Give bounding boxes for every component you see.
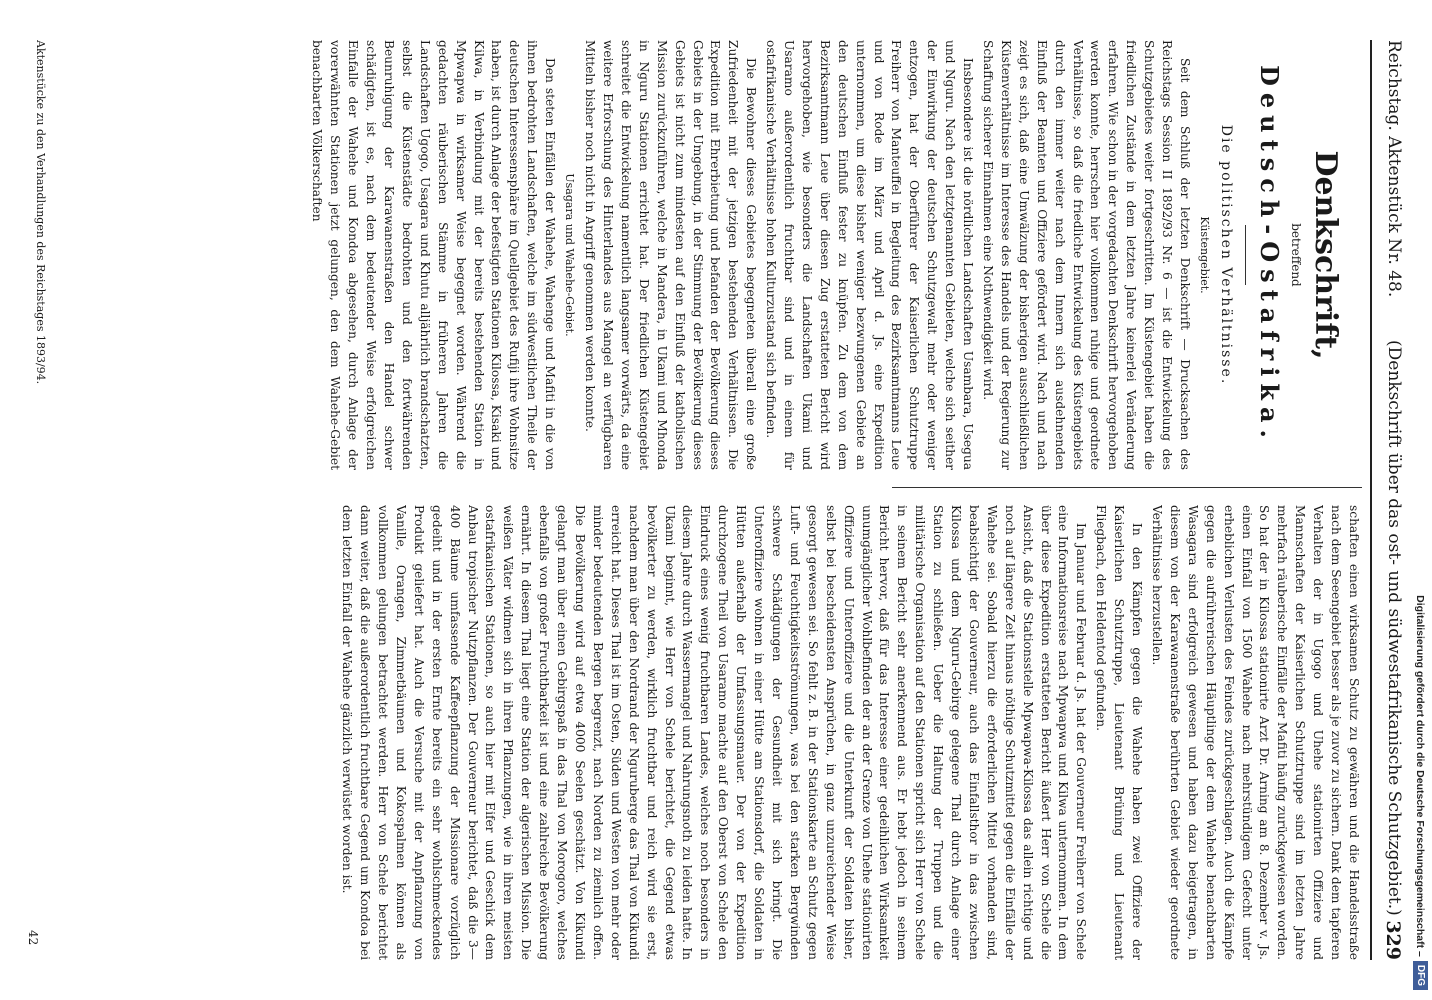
paragraph: Seit dem Schluß der letzten Denkschrift — Drucksachen des Reichstags Session II 1892/93 Nr. 6 — ist die Entwickelung des Schutzgebietes weiter fortgeschritten. Im Küstengebiet haben die friedlichen Zustände in dem letzten Jahre keinerlei Veränderung erfahren. Wie schon in der vorgedachten Denkschrift hervorgehoben werden konnte, herrschen hier vollkommen ruhige und geordnete Verhältnisse, so daß die friedliche Entwickelung des Küstengebiets durch den immer weiter nach dem Innern sich ausdehnenden Einfluß der Beamten und Offiziere gefördert wird. Nach und nach zeigt es sich, daß eine Umwälzung der bisherigen ausschließlichen Küstenverhältnisse im Interesse des Handels und der Regierung zur Schaffung sicherer Einnahmen eine Nothwendigkeit wird. [981,40,1192,470]
paragraph: Insbesondere ist die nördlichen Landschaften Usambara, Usegua und Nguru. Nach den letztgenannten Gebieten, welche sich seither der Einwirkung der deutschen Schutzgewalt mehr oder weniger entzogen, hat der Oberführer der Kaiserlichen Schutztruppe Freiherr von Manteuffel in Begleitung des Bezirksamtmanns Leue und von Rode im März und April d. Js. eine Expedition unternommen, um diese bisher weniger bezwungenen Gebiete an den deutschen Einfluß fester zu knüpfen. Zu dem von dem Bezirksamtmann Leue über diesen Zug erstatteten Bericht wird hervorgehoben, wie besonders die Landschaften Ukami und Usaramo außerordentlich fruchtbar sind und in einem für ostafrikanische Verhältnisse hohen Kulturzustand sich befinden. [764,40,976,470]
paragraph: Im Januar und Februar d. Js. hat der Gouverneur Freiherr von Schele eine Informationsreise nach Mpwapwa und Kilwa unternommen. In dem über diese Expedition erstatteten Bericht äußert Herr von Schele die Ansicht, daß die Stationsstelle Mpwapwa-Kilossa das allein richtige und noch auf längere Zeit hinaus nöthige Schutzmittel gegen die Einfälle der Wahehe sei. Sobald hierzu die erforderlichen Mittel vorhanden sind, beabsichtigt der Gouverneur, auch das Einfallsthor in das zwischen Kilossa und dem Nguru-Gebirge gelegene Thal durch Anlage einer Station zu schließen. Ueber die Haltung der Truppen und die militärische Organisation auf den Stationen spricht sich Herr von Schele in seinem Bericht sehr anerkennend aus. Er hebt jedoch in seinem Bericht hervor, daß für das Interesse einer gedeihlichen Wirksamkeit unumgänglicher Wohlbefinden der an der Grenze von Uhehe stationirten Offiziere und Unteroffiziere und die Unterkunft der Soldaten bisher, selbst bei bescheidensten Ansprüchen, in ganz unzureichender Weise gesorgt gewesen sei. So fehlt z. B. in der Stationskarte an Schutz gegen Luft- und Feuchtigkeitsströmungen, was bei den starken Bergwinden schwere Schädigungen der Gesundheit mit sich bringt. Die Unteroffiziere wohnen in einer Hütte am Stationsdorf, die Soldaten in Hütten außerhalb der Umfassungsmauer. Der von der Expedition durchzogene Theil von Usaramo machte auf den Oberst von Schele den Eindruck eines wenig fruchtbaren Landes, welches noch besonders in diesem Jahre durch Wassermangel und Nahrungsnoth zu leiden hatte. In Ukami beginnt, wie Herr von Schele berichtet, die Gegend etwas bevölkerter zu werden, wirklich fruchtbar und reich wird sie erst, nachdem man über den Nordrand der Nguruberge das Thal von Kikundi erreicht hat. Dieses Thal ist im Osten, Süden und Westen von mehr oder minder bedeutenden Bergen begrenzt, nach Norden zu ziemlich offen. Die Bevölkerung wird auf etwa 4000 Seelen geschätzt. Von Kikundi gelangt man über einen Gebirgspaß in das Thal von Morogoro, welches ebenfalls von großer Fruchtbarkeit ist und eine zahlreiche Bevölkerung ernährt. In diesem Thal liegt eine Station der algerischen Mission. Die weißen Väter widmen sich in ihren Pflanzungen, wie in ihren meisten ostafrikanischen Stationen, so auch hier mit Eifer und Geschick dem Anbau tropischer Nutzpflanzen. Der Gouverneur berichtet, daß die 3—400 Bäume umfassende Kaffeepflanzung der Missionare vorzüglich gedeiht und in der ersten Ernte bereits ein sehr wohlschmeckendes Produkt geliefert hat. Auch die Versuche mit der Anpflanzung von Vanille, Orangen, Zimmetbäumen und Kokospalmen können als vollkommen gelungen betrachtet werden. Herr von Schele berichtet dann weiter, daß die außerordentlich fruchtbare Gegend um Kondoa bei dem letzten Einfall der Wahehe gänzlich verwüstet worden ist. [340,505,1089,960]
header-left: Reichstag. Aktenstück Nr. 48. [1384,40,1404,298]
dfg-logo: DFG [1413,961,1428,990]
title-rule [1245,225,1246,285]
left-column [40,40,1362,470]
subheading-usagara: Usagara und Wahehe-Gebiet. [563,173,577,337]
betreffend-label: betreffend [1289,223,1303,287]
header-rule [1370,40,1372,960]
page-signature: 42 [26,930,40,946]
subheading-kuestengebiet: Küstengebiet. [1198,216,1211,294]
digitization-note: Digitalisierung gefördert durch die Deutsche Forschungsgemeinschaft – [1414,595,1427,957]
column-divider [892,487,1362,488]
paragraph: Den steten Einfällen der Wahehe, Wahenge und Mafiti in die von ihnen bedrohten Landschaften, welche im südwestlichen Theile der deutschen Interessensphäre im Quellgebiet des Rufiji ihre Wohnsitze haben, ist durch Anlage der befestigten Stationen Kilossa, Kisaki und Kilwa, in Verbindung mit der bereits bestehenden Station in Mpwapwa in wirksamer Weise begegnet worden. Während die gedachten räuberischen Stämme in früheren Jahren die Landschaften Ugogo, Usagara und Khutu alljährlich brandschatzten, selbst die Küstenstädte bedrohten und den fortwährenden Beunruhigung der Karawanenstraßen den Handel schwer schädigten, ist es, nach dem bedeutender Weise erfolgreichen Einfalle der Wahehe und Kondoa abgesehen, durch Anlage der vorerwähnten Stationen jetzt gelungen, den dem Wahehe-Gebiet benachbarten Völkerschaften [310,40,558,470]
digitization-sidebar [1409,0,1432,1000]
document-title: Denkschrift, [1308,150,1343,360]
running-header [1378,40,1404,960]
right-column [40,505,1362,960]
section-title: Die politischen Verhältnisse. [1218,124,1234,386]
page-number: 329 [1382,920,1404,960]
paragraph: schaften einen wirksamen Schutz zu gewähren und die Handelsstraße nach dem Seeengebiet besser als je zuvor zu sichern. Dank dem tapferen Verhalten der in Ugogo und Uhehe stationirten Offiziere und Mannschaften der Kaiserlichen Schutztruppe sind im letzten Jahre mehrfach räuberische Einfälle der Mafiti häufig zurückgewiesen worden. So hat der in Kilossa stationirte Arzt Dr. Arning am 8. Dezember v. Js. einen Einfall von 1500 Wahehe nach mehrstündigem Gefecht unter erheblichen Verlusten des Feindes zurückgeschlagen. Auch die Kämpfe gegen die aufrührerischen Häuptlinge der dem Wahehe benachbarten Wasagara sind erfolgreich gewesen und haben dazu beigetragen, in diesem von der Karawanenstraße berührten Gebiet wieder geordnete Verhältnisse herzustellen. [1150,505,1361,960]
header-center: (Denkschrift über das ost- und südwestafrikanische Schutzgebiet.) [1384,340,1404,916]
paragraph: In den Kämpfen gegen die Wahehe haben zwei Offiziere der Kaiserlichen Schutztruppe, Lieutenant Brüning und Lieutenant Fliegbach, den Heldentod gefunden. [1094,505,1145,960]
document-subject: Deutsch-Ostafrika. [1255,65,1284,445]
footnote: Aktenstücke zu den Verhandlungen des Reichstages 1893/94. [34,40,47,385]
paragraph: Die Bewohner dieses Gebietes begegneten überall eine große Zufriedenheit mit der jetzigen bestehenden Verhältnissen. Die Expedition mit Ehrerbietung und befanden der Bevölkerung dieses Gebiets in der Umgebung, in der Stimmung der Bevölkerung dieses Gebiets ist nicht zum mindesten auf den Einfluß der katholischen Mission zurückzuführen, welche in Mandera, in Ukami und Mhonda in Nguru Stationen errichtet hat. Der friedlichen Küstengebiet schreitet die Entwickelung namentlich langsamer vorwärts, da eine weitere Erforschung des Hinterlandes aus Mangel an verfügbaren Mitteln bisher noch nicht in Angriff genommen werden konnte. [583,40,759,470]
